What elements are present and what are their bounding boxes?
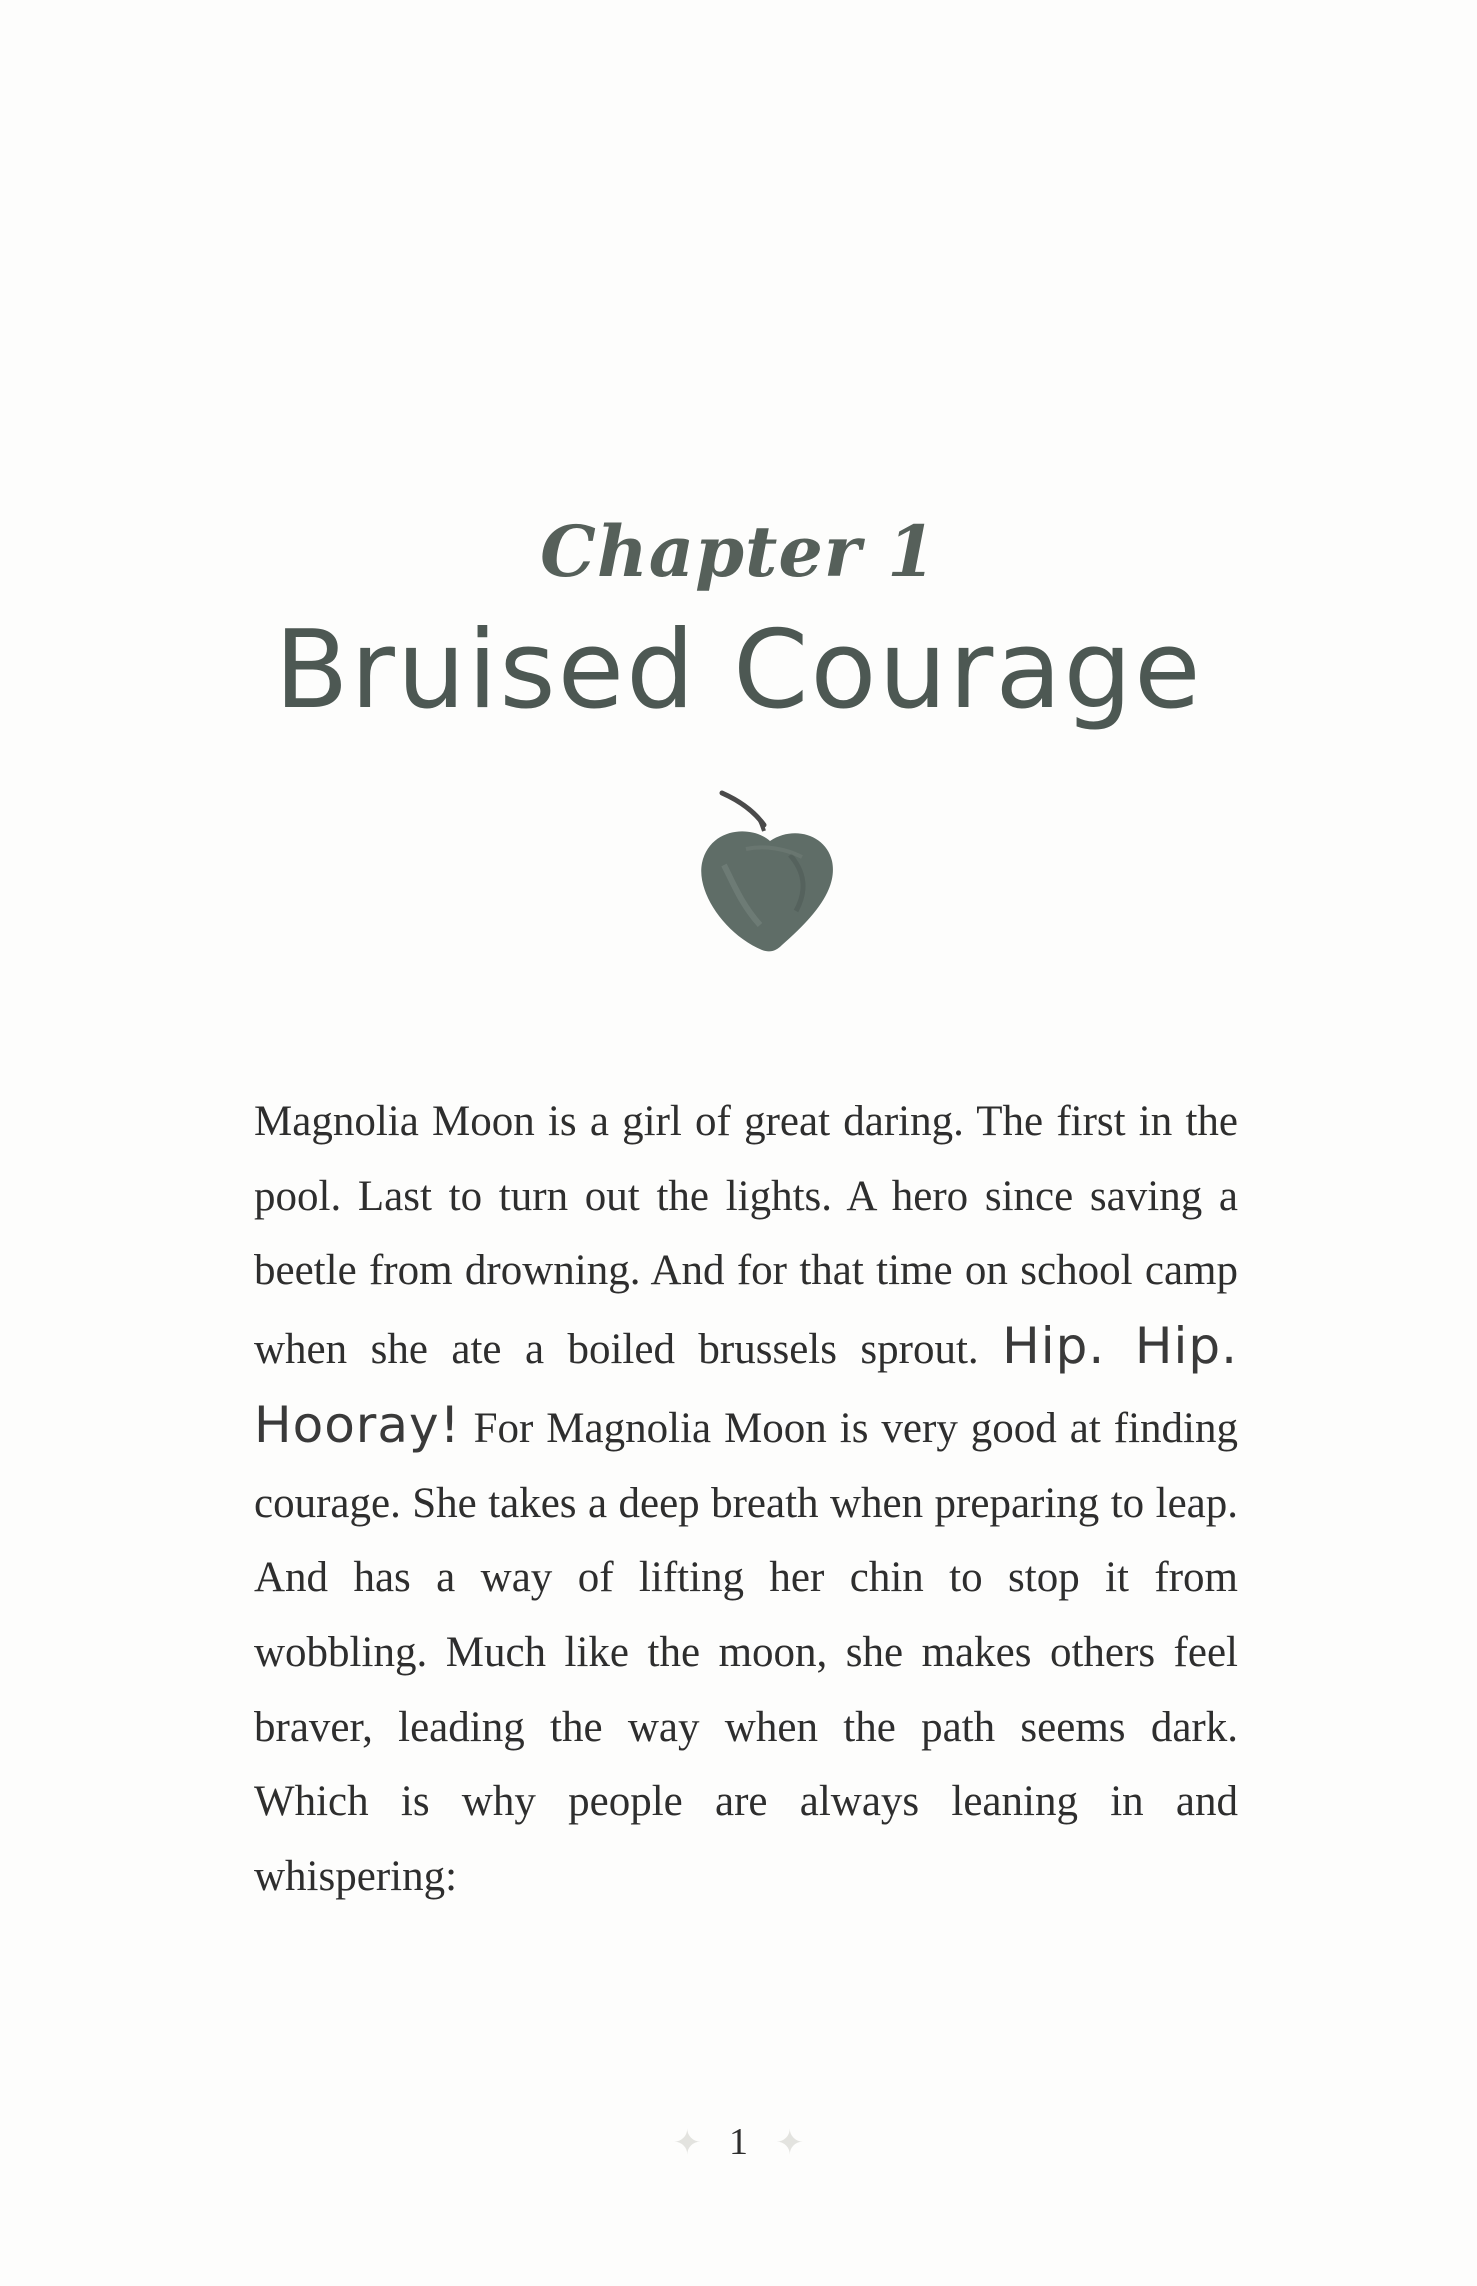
page-footer [0,2120,1477,2164]
chapter-label: Chapter 1 [540,510,937,593]
body-text-part-1: Magnolia Moon is a girl of great daring. The first in the pool. Last to turn out the lights. A hero since saving a beetle from drowning. And for that time on school camp when she ate a boiled brussels sprout. [254,1098,1238,1374]
hip-hip-hooray-emphasis: Hip. Hip. Hooray! [254,1317,1238,1454]
chapter-body-text [254,1085,1238,1915]
apple-leaf [756,815,764,831]
star-icon: ✦ [673,2125,702,2162]
body-text-part-2: For Magnolia Moon is very good at finding courage. She takes a deep breath when preparing to leap. And has a way of lifting her chin to stop it from wobbling. Much like the moon, she makes others feel braver, leading the way when the path seems dark. Which is why people are always leaning in and whispering: [254,1404,1238,1901]
chapter-title: Bruised Courage [274,608,1203,733]
star-icon: ✦ [775,2125,804,2162]
apple-icon [690,785,850,955]
page-number: 1 [729,2121,748,2163]
